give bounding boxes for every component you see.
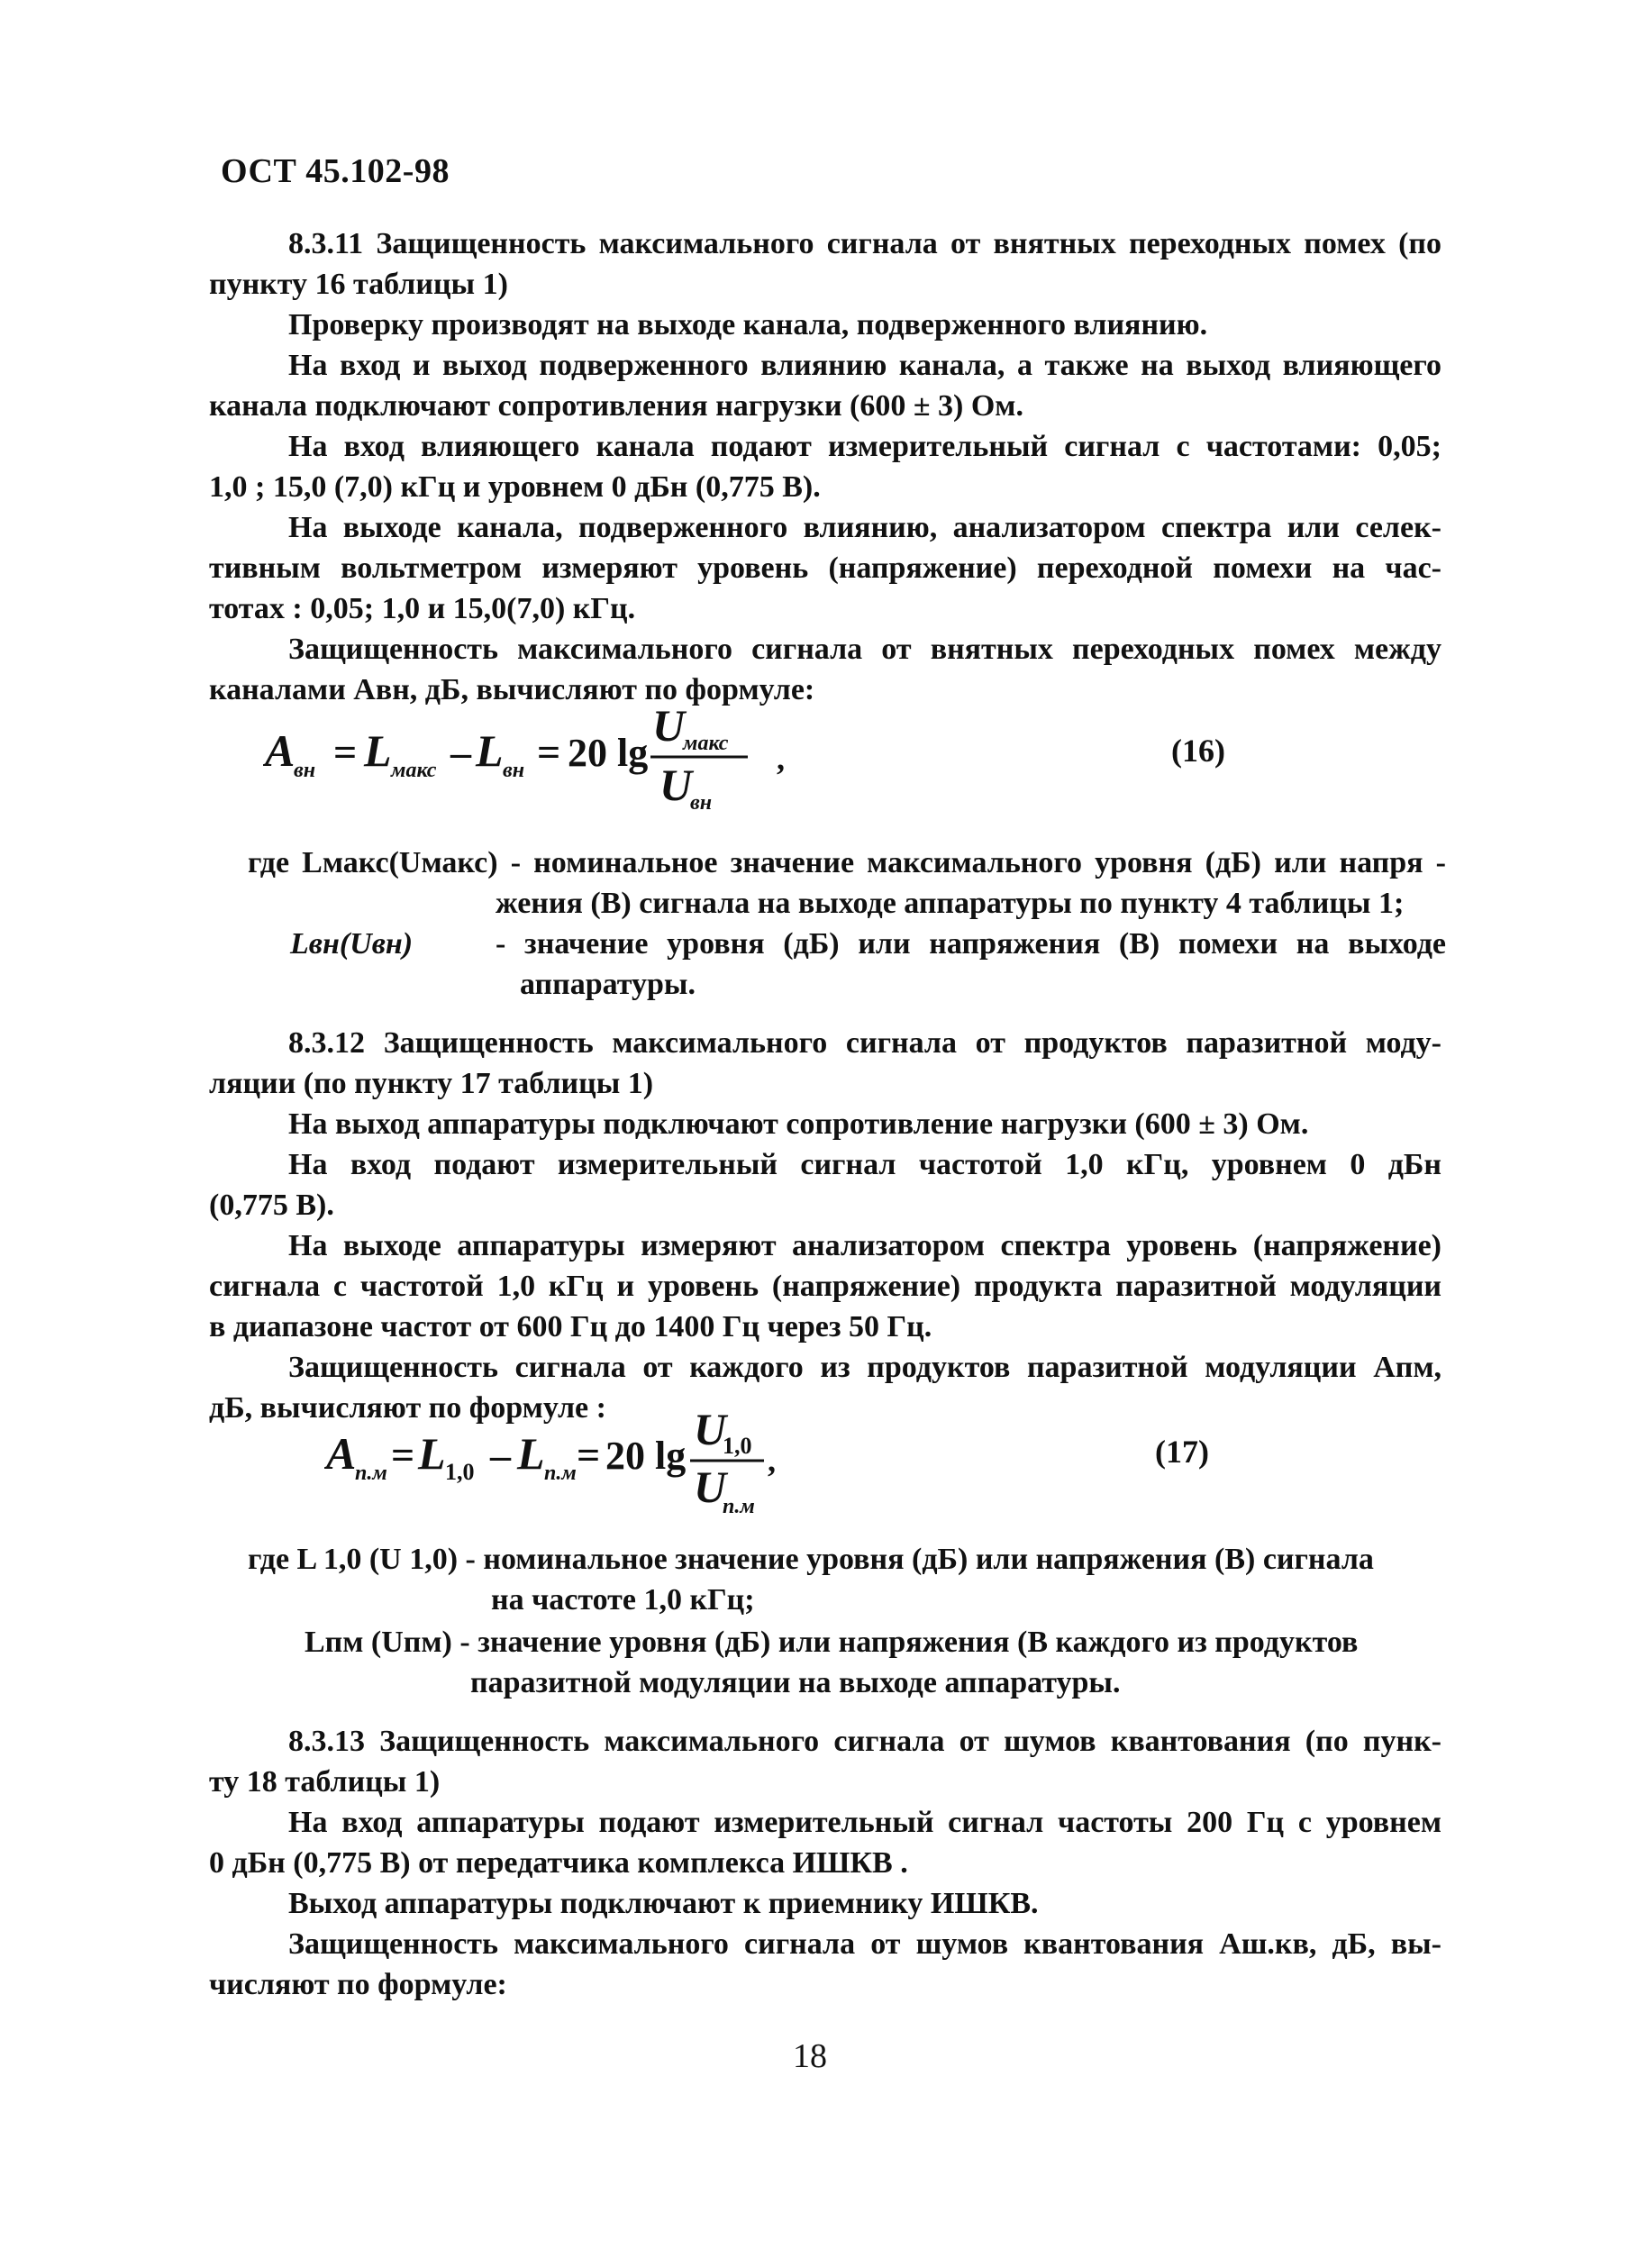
f16-lhs: A [265, 725, 296, 776]
f16-minus: – [450, 729, 471, 775]
formula-17 [324, 1401, 829, 1518]
f17-coef: 20 lg [605, 1434, 687, 1478]
para-line: На выходе аппаратуры измеряют анализатором спектра уровень (напряжение) [288, 1229, 1441, 1262]
where-17-line-2: Lпм (Uпм) - значение уровня (дБ) или напряжения (В каждого из продуктов [305, 1626, 1359, 1659]
para-line: 8.3.12 Защищенность максимального сигнала от продуктов паразитной моду- [288, 1026, 1441, 1060]
formula-17-number: (17) [1155, 1434, 1209, 1470]
f17-tail: , [768, 1443, 776, 1479]
where-16-line-1: жения (В) сигнала на выходе аппаратуры по пункту 4 таблицы 1; [496, 887, 1405, 920]
f17-num: U [694, 1404, 727, 1454]
para-line: ляции (по пункту 17 таблицы 1) [209, 1067, 654, 1100]
f17-l2-sub: п.м [544, 1462, 577, 1485]
f16-coef: 20 lg [568, 731, 649, 775]
para-line: пункту 16 таблицы 1) [209, 268, 508, 301]
para-line: На вход подают измерительный сигнал частотой 1,0 кГц, уровнем 0 дБн [288, 1148, 1441, 1181]
where-17-line-1: на частоте 1,0 кГц; [491, 1583, 755, 1617]
where-16-line-4: аппаратуры. [520, 968, 696, 1001]
formula-16-svg [263, 694, 804, 811]
para-line: 0 дБн (0,775 В) от передатчика комплекса ИШКВ . [209, 1846, 908, 1880]
f17-minus: – [490, 1432, 511, 1478]
f16-l2-sub: вн [503, 759, 525, 782]
para-line: числяют по формуле: [209, 1968, 507, 2001]
para-line: Проверку производят на выходе канала, подверженного влиянию. [288, 308, 1208, 342]
page-number: 18 [793, 2037, 827, 2075]
para-line: каналами Aвн, дБ, вычисляют по формуле: [209, 673, 815, 706]
para-line: сигнала с частотой 1,0 кГц и уровень (напряжение) продукта паразитной модуляции [209, 1270, 1441, 1303]
para-line: ту 18 таблицы 1) [209, 1765, 441, 1799]
formula-17-svg [324, 1401, 829, 1518]
para-line: (0,775 В). [209, 1189, 334, 1222]
para-line: На вход и выход подверженного влиянию канала, а также на выход влияющего [288, 349, 1441, 382]
para-line: тотах : 0,05; 1,0 и 15,0(7,0) кГц. [209, 592, 636, 625]
para-line: На вход аппаратуры подают измерительный сигнал частоты 200 Гц с уровнем [288, 1806, 1441, 1839]
para-line: Защищенность максимального сигнала от шумов квантования Aш.кв, дБ, вы- [288, 1927, 1441, 1961]
f16-den-sub: вн [690, 791, 713, 811]
para-line: На выход аппаратуры подключают сопротивление нагрузки (600 ± 3) Ом. [288, 1107, 1309, 1141]
section-8-3-13 [209, 1721, 1441, 2005]
f16-num-sub: макс [683, 732, 729, 755]
where-17-line-0: где L 1,0 (U 1,0) - номинальное значение уровня (дБ) или напряжения (В) сигнала [248, 1543, 1374, 1576]
where-16-line-3: - значение уровня (дБ) или напряжения (В) помехи на выходе [496, 927, 1446, 961]
f17-l1-sub: 1,0 [445, 1459, 475, 1485]
formula-16-number: (16) [1171, 733, 1225, 769]
formula-16 [263, 694, 804, 811]
para-line: канала подключают сопротивления нагрузки (600 ± 3) Ом. [209, 389, 1023, 423]
where-16-line-0: где Lмакс(Uмакс) - номинальное значение максимального уровня (дБ) или напря - [248, 846, 1446, 879]
f17-equals-2: = [577, 1432, 601, 1478]
f17-equals: = [391, 1432, 415, 1478]
f16-l2: L [476, 725, 504, 776]
para-line: На вход влияющего канала подают измерительный сигнал с частотами: 0,05; [288, 430, 1441, 463]
f17-lhs: A [326, 1428, 357, 1479]
f16-num: U [652, 700, 686, 751]
f17-num-sub: 1,0 [723, 1433, 752, 1459]
para-line: На выходе канала, подверженного влиянию, анализатором спектра или селек- [288, 511, 1441, 544]
para-line: тивным вольтметром измеряют уровень (напряжение) переходной помехи на час- [209, 551, 1441, 585]
f16-den: U [659, 760, 693, 810]
para-line: Защищенность сигнала от каждого из продуктов паразитной модуляции Aпм, [288, 1351, 1441, 1384]
f16-tail: , [777, 741, 785, 777]
para-line: 1,0 ; 15,0 (7,0) кГц и уровнем 0 дБн (0,775 В). [209, 470, 821, 504]
section-8-3-12 [209, 1023, 1441, 1428]
section-8-3-11 [209, 223, 1441, 710]
para-line: 8.3.13 Защищенность максимального сигнала от шумов квантования (по пунк- [288, 1725, 1441, 1758]
f17-l2: L [517, 1428, 545, 1479]
f17-lhs-sub: п.м [355, 1462, 387, 1485]
para-line: Выход аппаратуры подключают к приемнику ИШКВ. [288, 1887, 1039, 1920]
f17-den-sub: п.м [723, 1495, 755, 1518]
para-line: дБ, вычисляют по формуле : [209, 1391, 606, 1425]
para-line: Защищенность максимального сигнала от внятных переходных помех между [288, 633, 1441, 666]
f17-l1: L [418, 1428, 446, 1479]
where-16-line-2: Lвн(Uвн) [290, 927, 414, 961]
where-17-line-3: паразитной модуляции на выходе аппаратуры. [470, 1666, 1121, 1699]
f16-equals: = [333, 729, 358, 775]
f16-l1-sub: макс [391, 759, 437, 782]
document-header: ОСТ 45.102-98 [221, 152, 450, 190]
f16-l1: L [364, 725, 392, 776]
para-line: 8.3.11 Защищенность максимального сигнала от внятных переходных помех (по [288, 227, 1441, 260]
f16-equals-2: = [537, 729, 561, 775]
f16-lhs-sub: вн [294, 759, 316, 782]
para-line: в диапазоне частот от 600 Гц до 1400 Гц через 50 Гц. [209, 1310, 932, 1343]
f17-den: U [694, 1462, 727, 1512]
